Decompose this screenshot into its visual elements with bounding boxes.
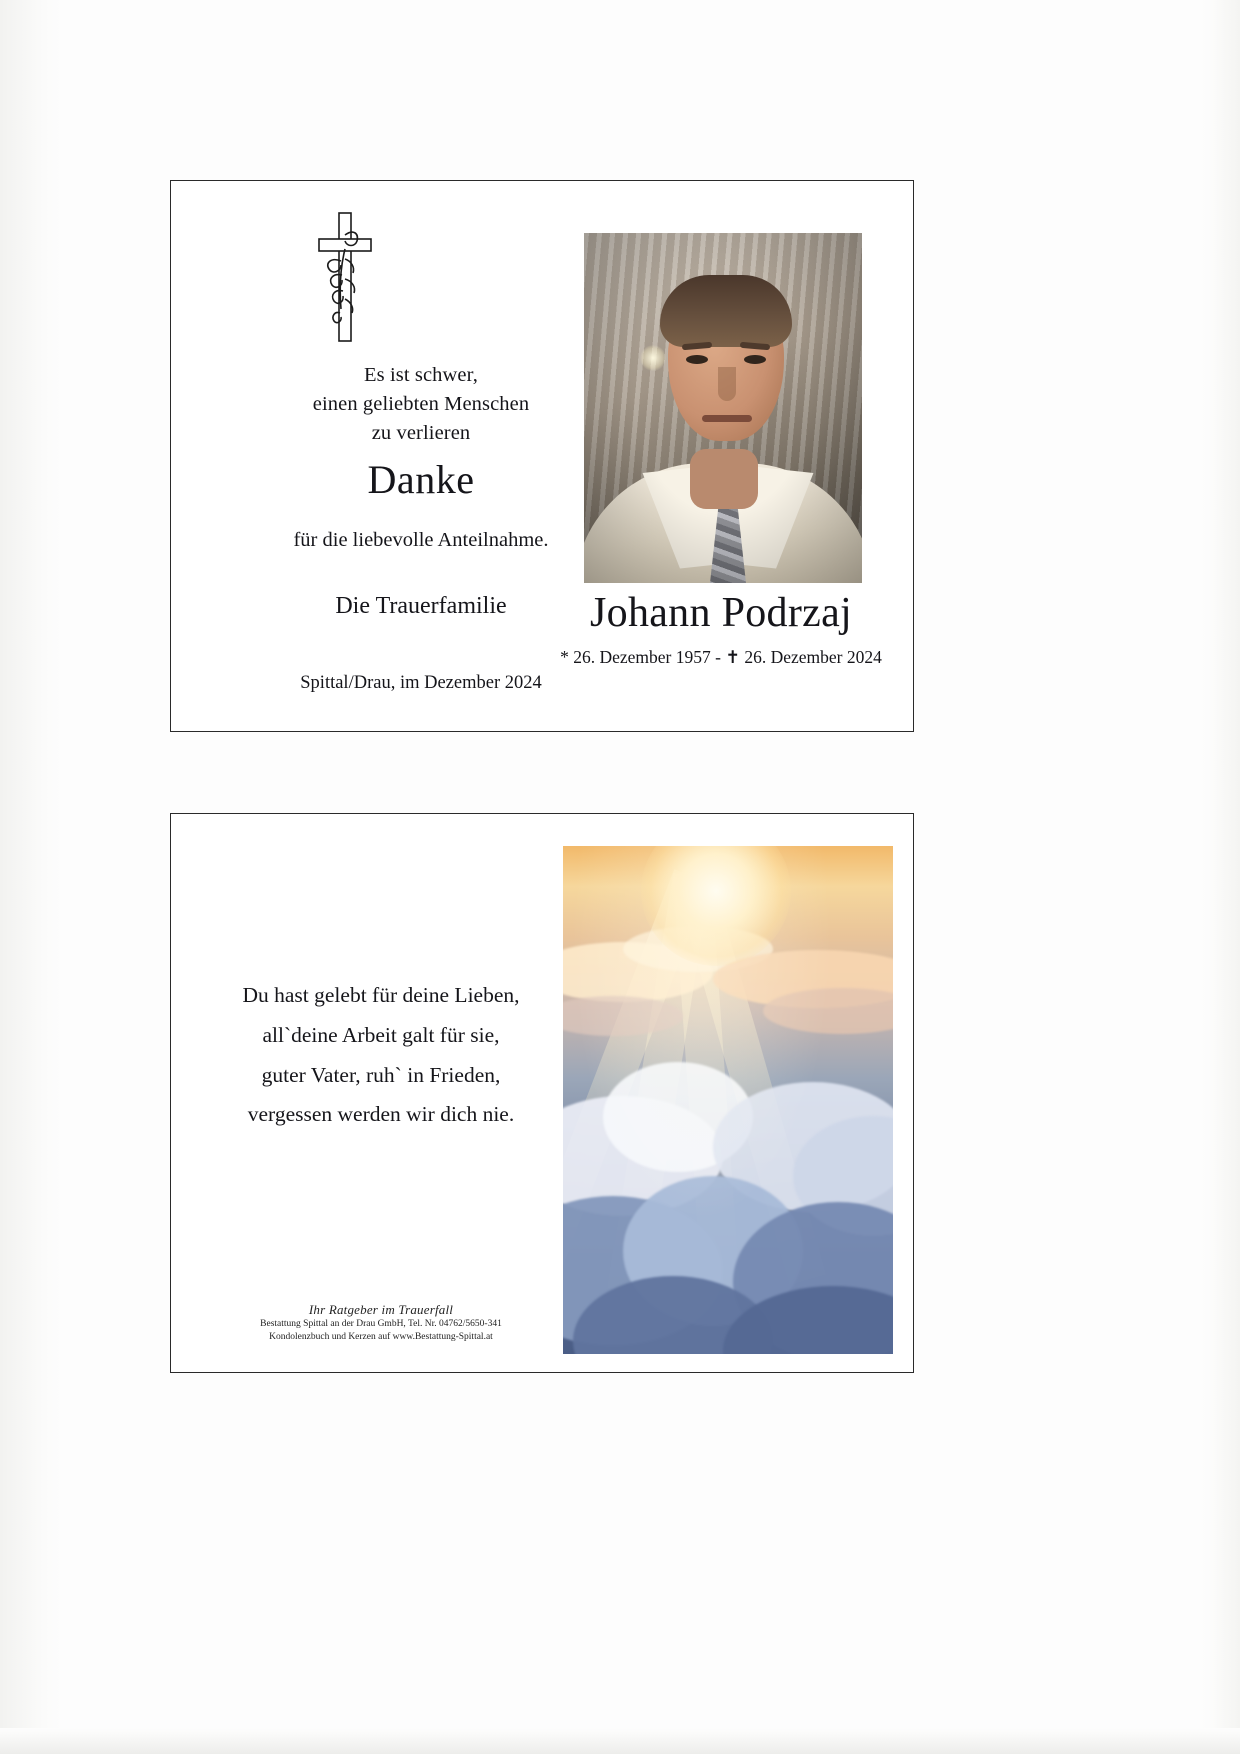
scan-edge-bottom — [0, 1728, 1240, 1754]
verse-line-2: all`deine Arbeit galt für sie, — [262, 1022, 500, 1047]
birth-death-dates: * 26. Dezember 1957 - ✝ 26. Dezember 2024 — [560, 647, 882, 667]
memorial-card-back — [170, 813, 914, 1373]
thanks-heading: Danke — [367, 457, 475, 502]
footer-website: Kondolenzbuch und Kerzen auf www.Bestattung-Spittal.at — [269, 1332, 493, 1343]
sky-clouds-photo — [563, 846, 893, 1354]
portrait-vignette — [584, 233, 862, 583]
portrait-photo — [584, 233, 862, 583]
scan-edge-left — [0, 0, 62, 1754]
quote-line-2: einen geliebten Menschen — [312, 393, 530, 416]
thanks-text: für die liebevolle Anteilnahme. — [293, 529, 549, 551]
sky-glow-overlay — [563, 846, 893, 1354]
memorial-card-front — [170, 180, 914, 732]
verse-line-1: Du hast gelebt für deine Lieben, — [242, 983, 520, 1007]
verse-line-4: vergessen werden wir dich nie. — [247, 1102, 515, 1127]
footer-slogan: Ihr Ratgeber im Trauerfall — [308, 1302, 454, 1317]
funeral-home-footer — [231, 1302, 531, 1345]
mourning-family-text: Die Trauerfamilie — [335, 593, 507, 619]
scan-edge-right — [1200, 0, 1240, 1754]
cross-with-roses-icon — [301, 209, 391, 349]
quote-line-3: zu verlieren — [371, 422, 471, 445]
verse-line-3: guter Vater, ruh` in Frieden, — [261, 1062, 501, 1087]
footer-company: Bestattung Spittal an der Drau GmbH, Tel. Nr. 04762/5650-341 — [260, 1319, 502, 1329]
condolence-quote — [211, 361, 631, 448]
memorial-verse — [201, 976, 561, 1135]
quote-line-1: Es ist schwer, — [364, 364, 478, 386]
deceased-name: Johann Podrzaj — [590, 590, 852, 636]
place-and-date: Spittal/Drau, im Dezember 2024 — [300, 673, 542, 693]
